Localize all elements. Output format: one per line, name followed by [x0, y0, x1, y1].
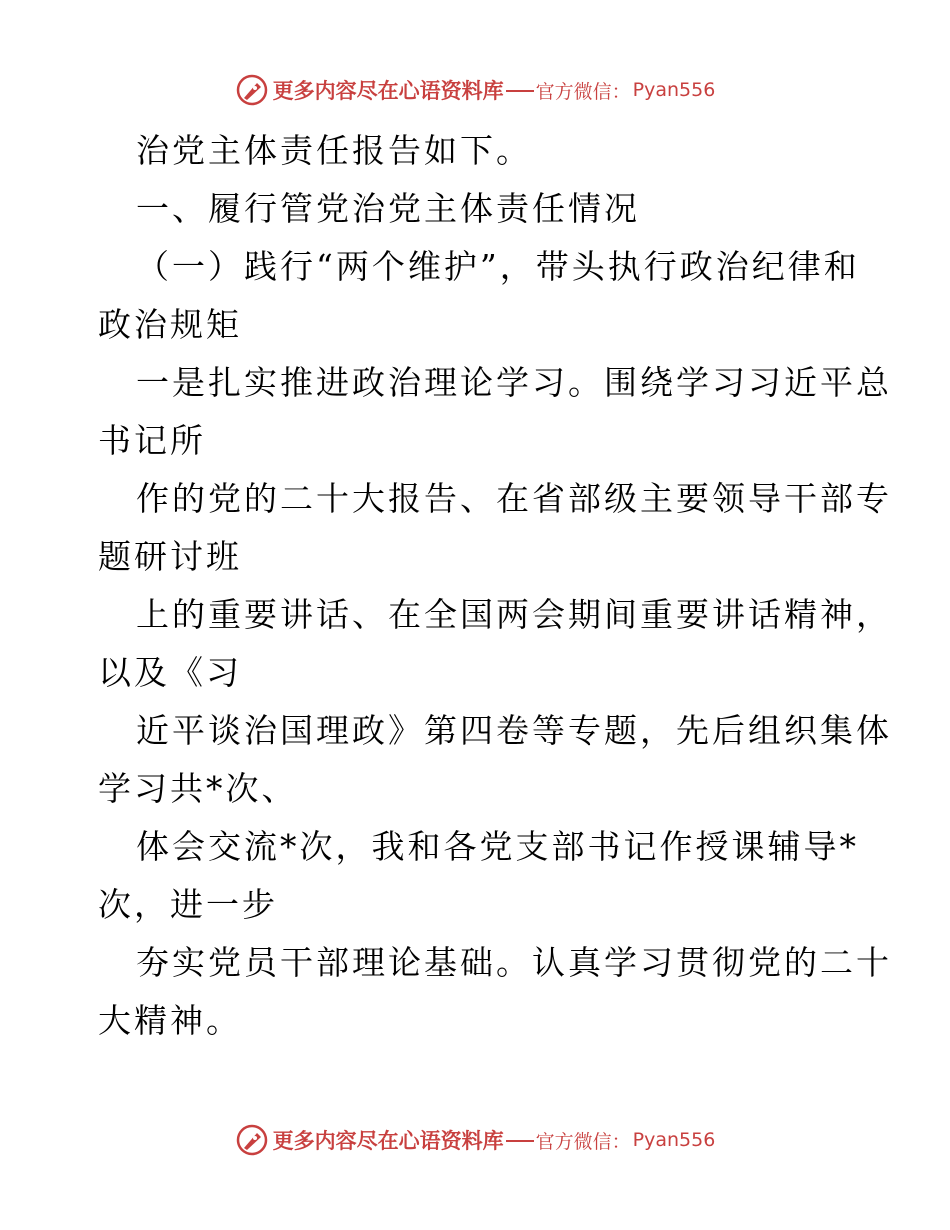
paragraph-line: 大精神。 [98, 1001, 242, 1040]
subsection-heading-cont: 政治规矩 [98, 305, 242, 344]
pen-nib-logo-icon [235, 1123, 269, 1157]
paragraph-line: 一是扎实推进政治理论学习。围绕学习习近平总 [136, 363, 892, 402]
paragraph-line: 学习共*次、 [98, 769, 298, 808]
watermark-account: Pyan556 [632, 1129, 716, 1151]
watermark-brand: 更多内容尽在心语资料库 [272, 1128, 504, 1153]
watermark-label: 官方微信： [535, 80, 631, 103]
document-body [98, 122, 892, 1050]
paragraph-line: 上的重要讲话、在全国两会期间重要讲话精神， [136, 595, 892, 634]
section-heading: 一、履行管党治党主体责任情况 [136, 189, 640, 228]
watermark-brand: 更多内容尽在心语资料库 [272, 78, 504, 103]
paragraph-line: 题研讨班 [98, 537, 242, 576]
subsection-heading: （一）践行“两个维护”，带头执行政治纪律和 [136, 247, 860, 286]
watermark-label: 官方微信： [535, 1130, 631, 1153]
watermark-dash [506, 1140, 534, 1142]
header-watermark [0, 70, 950, 110]
pen-nib-logo-icon [235, 73, 269, 107]
footer-watermark [0, 1120, 950, 1160]
paragraph-line: 近平谈治国理政》第四卷等专题，先后组织集体 [136, 711, 892, 750]
paragraph-line: 以及《习 [98, 653, 242, 692]
paragraph-line: 书记所 [98, 421, 206, 460]
paragraph-line: 夯实党员干部理论基础。认真学习贯彻党的二十 [136, 943, 892, 982]
paragraph-line: 体会交流*次，我和各党支部书记作授课辅导* [136, 827, 859, 866]
paragraph-line: 治党主体责任报告如下。 [136, 131, 532, 170]
paragraph-line: 次，进一步 [98, 885, 278, 924]
watermark-dash [506, 90, 534, 92]
watermark-account: Pyan556 [632, 79, 716, 101]
paragraph-line: 作的党的二十大报告、在省部级主要领导干部专 [136, 479, 892, 518]
